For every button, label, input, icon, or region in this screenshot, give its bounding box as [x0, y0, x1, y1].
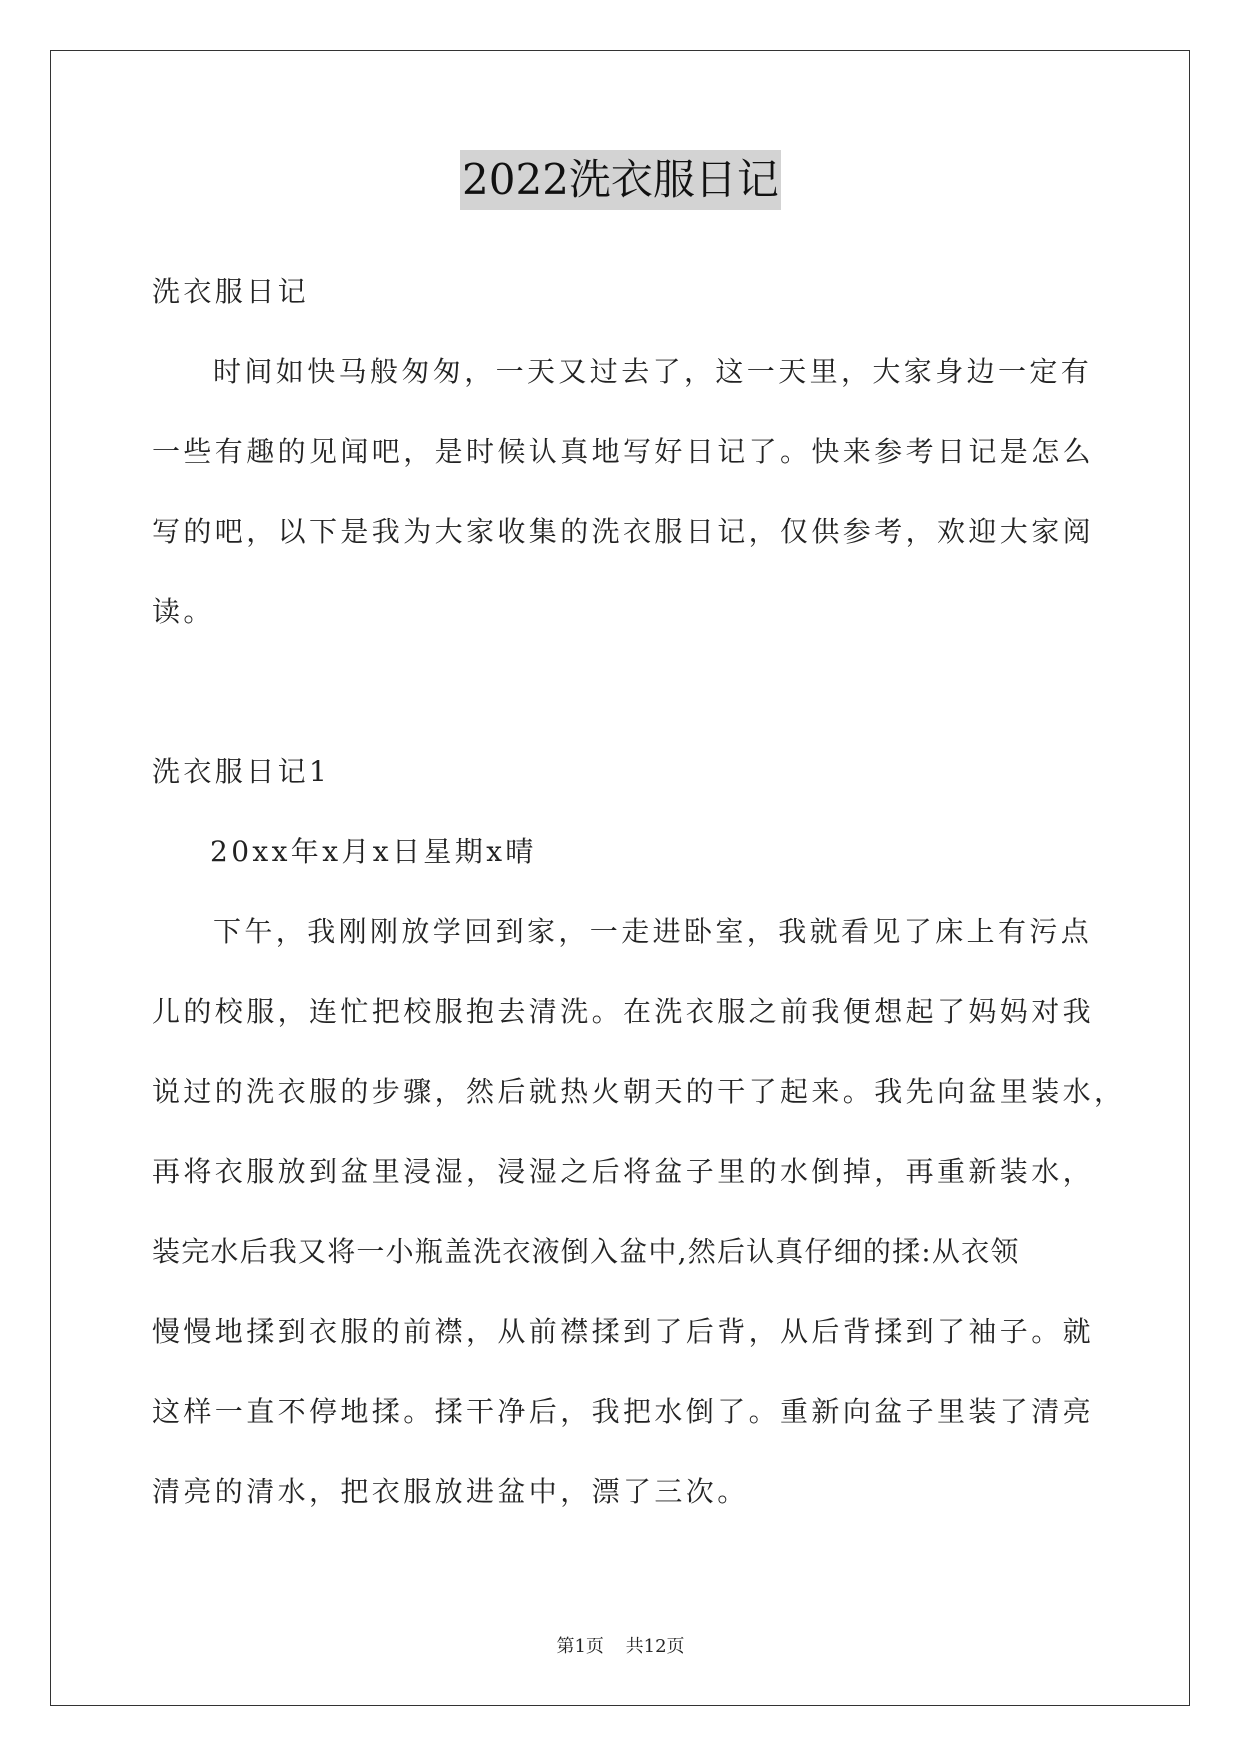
intro-heading: 洗衣服日记	[152, 275, 310, 308]
document-title: 2022洗衣服日记	[460, 150, 781, 210]
title-container	[0, 150, 1241, 210]
page-total: 共12页	[625, 1636, 685, 1657]
section1-line: 清亮的清水，把衣服放进盆中，漂了三次。	[152, 1475, 749, 1508]
section1-line: 儿的校服，连忙把校服抱去清洗。在洗衣服之前我便想起了妈妈对我	[152, 995, 1095, 1028]
section1-line: 这样一直不停地揉。揉干净后，我把水倒了。重新向盆子里装了清亮	[152, 1395, 1095, 1428]
section1-line: 说过的洗衣服的步骤，然后就热火朝天的干了起来。我先向盆里装水，	[152, 1075, 1126, 1108]
section1-line: 下午，我刚刚放学回到家，一走进卧室，我就看见了床上有污点	[213, 915, 1093, 948]
section1-line: 慢慢地揉到衣服的前襟，从前襟揉到了后背，从后背揉到了袖子。就	[152, 1315, 1095, 1348]
intro-line: 写的吧，以下是我为大家收集的洗衣服日记，仅供参考，欢迎大家阅	[152, 515, 1095, 548]
section1-line: 装完水后我又将一小瓶盖洗衣液倒入盆中,然后认真仔细的揉:从衣领	[152, 1235, 1020, 1268]
section1-date: 20xx年x月x日星期x晴	[210, 835, 537, 868]
section1-heading: 洗衣服日记1	[152, 755, 331, 788]
intro-line: 一些有趣的见闻吧，是时候认真地写好日记了。快来参考日记是怎么	[152, 435, 1095, 468]
intro-line: 时间如快马般匆匆，一天又过去了，这一天里，大家身边一定有	[213, 355, 1093, 388]
page-footer	[0, 1632, 1241, 1658]
section1-line: 再将衣服放到盆里浸湿，浸湿之后将盆子里的水倒掉，再重新装水，	[152, 1155, 1095, 1188]
intro-line: 读。	[152, 595, 215, 628]
page-number: 第1页	[556, 1636, 604, 1657]
